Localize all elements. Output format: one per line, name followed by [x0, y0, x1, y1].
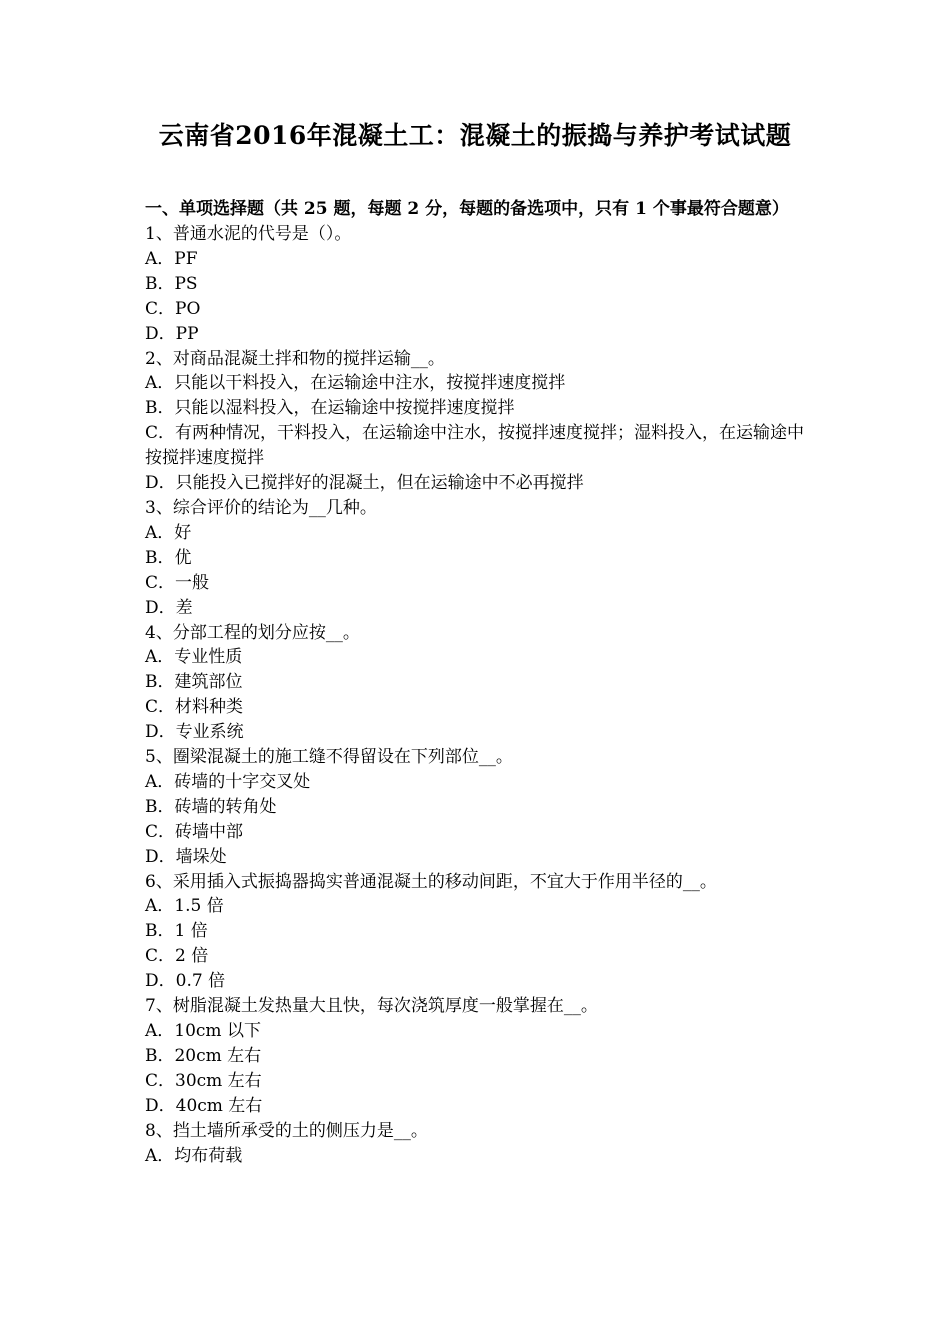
option-b: B．PS	[145, 273, 198, 294]
question-2	[145, 347, 810, 496]
document-title: 云南省2016年混凝土工：混凝土的振捣与养护考试试题	[158, 121, 792, 150]
option-c: C．材料种类	[145, 697, 244, 718]
question-1	[145, 222, 810, 347]
question-stem: 1、普通水泥的代号是（）。	[145, 224, 352, 244]
option-d: D．专业系统	[145, 722, 244, 743]
option-c: C．PO	[145, 298, 201, 319]
option-d: D．只能投入已搅拌好的混凝土，但在运输途中不必再搅拌	[145, 473, 584, 494]
option-b: B．20cm 左右	[145, 1045, 262, 1066]
option-a: A．PF	[145, 248, 198, 269]
option-b: B．优	[145, 547, 192, 568]
question-stem: 5、圈梁混凝土的施工缝不得留设在下列部位__。	[145, 747, 513, 768]
option-c: C．30cm 左右	[145, 1070, 262, 1091]
option-a: A．10cm 以下	[145, 1021, 261, 1041]
question-3	[145, 496, 810, 621]
option-d: D．差	[145, 597, 193, 618]
option-d: D．40cm 左右	[145, 1095, 263, 1116]
option-a: A．1.5 倍	[145, 896, 224, 917]
question-4	[145, 621, 810, 746]
option-d: D．0.7 倍	[145, 971, 226, 992]
option-a: A．好	[145, 522, 192, 543]
question-stem: 8、挡土墙所承受的土的侧压力是__。	[145, 1120, 428, 1141]
question-stem: 4、分部工程的划分应按__。	[145, 622, 360, 643]
option-d: D．PP	[145, 323, 199, 344]
option-b: B．砖墙的转角处	[145, 796, 277, 817]
option-b: B．1 倍	[145, 921, 208, 942]
option-b: B．只能以湿料投入，在运输途中按搅拌速度搅拌	[145, 398, 515, 419]
question-8	[145, 1119, 810, 1169]
option-c: C．一般	[145, 572, 210, 593]
option-a: A．均布荷载	[145, 1145, 243, 1166]
document-content	[145, 197, 810, 1168]
option-b: B．建筑部位	[145, 672, 243, 693]
question-6	[145, 870, 810, 995]
option-d: D．墙垛处	[145, 846, 227, 867]
option-c: C．2 倍	[145, 946, 209, 967]
question-stem: 2、对商品混凝土拌和物的搅拌运输__。	[145, 348, 445, 369]
question-7	[145, 994, 810, 1119]
option-a: A．专业性质	[145, 647, 243, 668]
option-c: C．砖墙中部	[145, 821, 244, 842]
question-stem: 3、综合评价的结论为__几种。	[145, 497, 377, 518]
question-stem: 6、采用插入式振捣器捣实普通混凝土的移动间距，不宜大于作用半径的__。	[145, 871, 717, 892]
question-5	[145, 745, 810, 870]
option-a: A．只能以干料投入，在运输途中注水，按搅拌速度搅拌	[145, 373, 566, 394]
option-c: C．有两种情况，干料投入，在运输途中注水，按搅拌速度搅拌；湿料投入，在运输途中按搅拌速度搅拌	[145, 423, 805, 469]
section-heading: 一、单项选择题（共 25 题，每题 2 分，每题的备选项中，只有 1 个事最符合题意）	[145, 199, 789, 219]
question-stem: 7、树脂混凝土发热量大且快，每次浇筑厚度一般掌握在__。	[145, 996, 598, 1017]
option-a: A．砖墙的十字交叉处	[145, 771, 311, 792]
